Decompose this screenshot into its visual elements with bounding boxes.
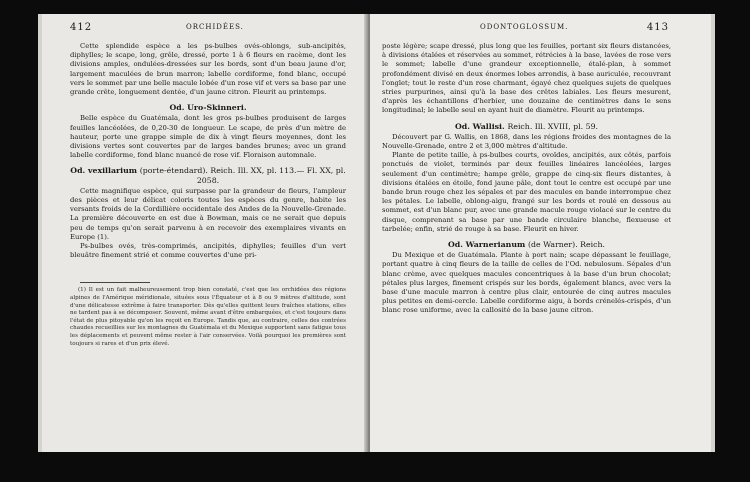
section-heading — [382, 122, 671, 131]
running-title: ORCHIDÉES. — [186, 23, 244, 31]
page-edge — [711, 14, 715, 452]
section-heading — [382, 240, 671, 249]
heading-reference: (porte-étendard). Reich. Ill. XX, pl. 113.— Fl. XX, pl. 2058. — [139, 166, 346, 185]
heading-reference: (de Warner). Reich. — [527, 240, 605, 250]
section-heading — [70, 103, 346, 112]
right-page — [370, 14, 715, 452]
paragraph: Ps-bulbes ovés, très-comprimés, ancipités, diphylles; feuilles d'un vert bleuâtre finement strié et comme couvertes d'une pri- — [70, 242, 346, 260]
heading-title: Od. Uro-Skinneri. — [169, 103, 247, 113]
paragraph: Cette splendide espèce a les ps-bulbes ovés-oblongs, sub-ancipités, diphylles; le scape, long, grêle, dressé, porte 1 à 6 fleurs en racème, dont les divisions amples, ondulées-dressées sur les bords, sont d'un beau jaune d'or, largement maculées de brun marron; labelle cordiforme, fond blanc, occupé vers le sommet par une belle macule lobée d'un rose vif et vers sa base par une grande crête, longuement dentée, d'un jaune citron. Fleurit au printemps. — [70, 42, 346, 97]
page-number: 412 — [70, 22, 93, 33]
paragraph: poste légère; scape dressé, plus long que les feuilles, portant six fleurs distancées, à divisions étalées et réservées au sommet, rétrécies à la base, lavées de rose vers le sommet; labelle d'une grandeur exceptionnelle, étalé-plan, à sommet profondément divisé en deux énormes lobes arrondis, à base auriculée, recouvrant l'onglet; tout le reste d'un rose charmant, égayé chez quelques sujets de quelques stries purpurines, ainsi qu'à la base des crêtes labiales. Les fleurs mesurent, d'après les échantillons d'herbier, une douzaine de centimètres dans le sens longitudinal; le labelle seul en ayant huit de diamètre. Fleurit au printemps. — [382, 42, 671, 115]
right-header — [370, 22, 715, 36]
footnote-rule — [80, 282, 150, 283]
paragraph: Belle espèce du Guatémala, dont les gros ps-bulbes produisent de larges feuilles lancéolées, de 0,20-30 de longueur. Le scape, de près d'un mètre de hauteur, porte une grappe simple de dix à vingt fleurs moyennes, dont les divisions vertes sont couvertes par de larges bandes brunes; avec un grand labelle cordiforme, fond blanc nuancé de rose vif. Floraison automnale. — [70, 114, 346, 160]
paragraph: Découvert par G. Wallis, en 1868, dans les régions froides des montagnes de la Nouvelle-Grenade, entre 2 et 3,000 mètres d'altitude. — [382, 132, 671, 151]
footnote: (1) Il est un fait malheureusement trop bien constaté, c'est que les orchidées des régions alpines de l'Amérique méridionale, situées sous l'Équateur et à 8 ou 9 mètres d'altitude, sont d'une délicatesse extrême à faire transporter. Dès qu'elles quittent leurs fraîches stations, elles ne tardent pas à se décomposer. Souvent, même avant d'être embarquées, et c'est toujours dans l'état de plus pitoyable qu'on les reçoit en Europe. Tandis que, au contraire, celles des contrées chaudes recueillies sur les montagnes du Guatémala et du Mexique supportent sans fatigue tous les déplacements et peuvent même rester à l'air conservées. Voilà pourquoi les premières sont toujours si rares et d'un prix élevé. — [70, 287, 346, 347]
heading-title: Od. Wallisi. — [454, 121, 505, 131]
paragraph: Cette magnifique espèce, qui surpasse par la grandeur de fleurs, l'ampleur des pièces et leur délicat coloris toutes les espèces du genre, habite les versants froids de la Cordillière occidentale des Andes de la Nouvelle-Grenade. La première découverte en est due à Bowman, mais ce ne serait que depuis peu de temps qu'on serait parvenu à en recevoir des exemplaires vivants en Europe (1). — [70, 186, 346, 241]
right-body — [382, 42, 671, 316]
left-page — [38, 14, 368, 452]
section-heading — [70, 166, 346, 184]
page-edge — [38, 14, 42, 452]
paragraph: Plante de petite taille, à ps-bulbes courts, ovoïdes, ancipités, aux côtés, parfois ponctués de violet, terminés par deux feuilles linéaires lancéolées, larges seulement d'un centimètre; hampe grêle, grappe de cinq-six fleurs distantes, à divisions étalées en étoile, fond jaune pâle, dont tout le centre est occupé par une bande brun rouge chez les sépales et par des macules en bande interrompue chez les pétales. Le labelle, oblong-aigu, frangé sur les bords et roulé en dessous au sommet, est d'un blanc pur, avec une grande macule rouge violacé sur le centre du disque, comprenant sa base par une bande circulaire blanche, flexueuse et tarbelée; enfin, strié de rouge à sa base. Fleurit en hiver. — [382, 151, 671, 233]
heading-title: Od. vexillarium — [70, 166, 138, 176]
heading-title: Od. Warnerianum — [447, 240, 526, 250]
running-title: ODONTOGLOSSUM. — [480, 23, 569, 31]
heading-reference: Reich. Ill. XVIII, pl. 59. — [507, 121, 599, 131]
page-number: 413 — [646, 22, 669, 33]
left-body — [70, 42, 346, 348]
paragraph: Du Mexique et de Guatémala. Plante à port nain; scape dépassant le feuillage, portant quatre à cinq fleurs de la taille de celles de l'Od. nebulosum. Sépales d'un blanc crème, avec quelques macules concentriques à la base d'un brun chocolat; pétales plus larges, finement crispés sur les bords, également blancs, avec vers la base d'une macule marron à centre plus clair, entourée de cinq autres macules plus petites en demi-cercle. Labelle cordiforme aigu, à bords crénelés-crispés, d'un blanc rose uniforme, avec la callosité de la base jaune citron. — [382, 251, 671, 315]
left-header — [38, 22, 368, 36]
